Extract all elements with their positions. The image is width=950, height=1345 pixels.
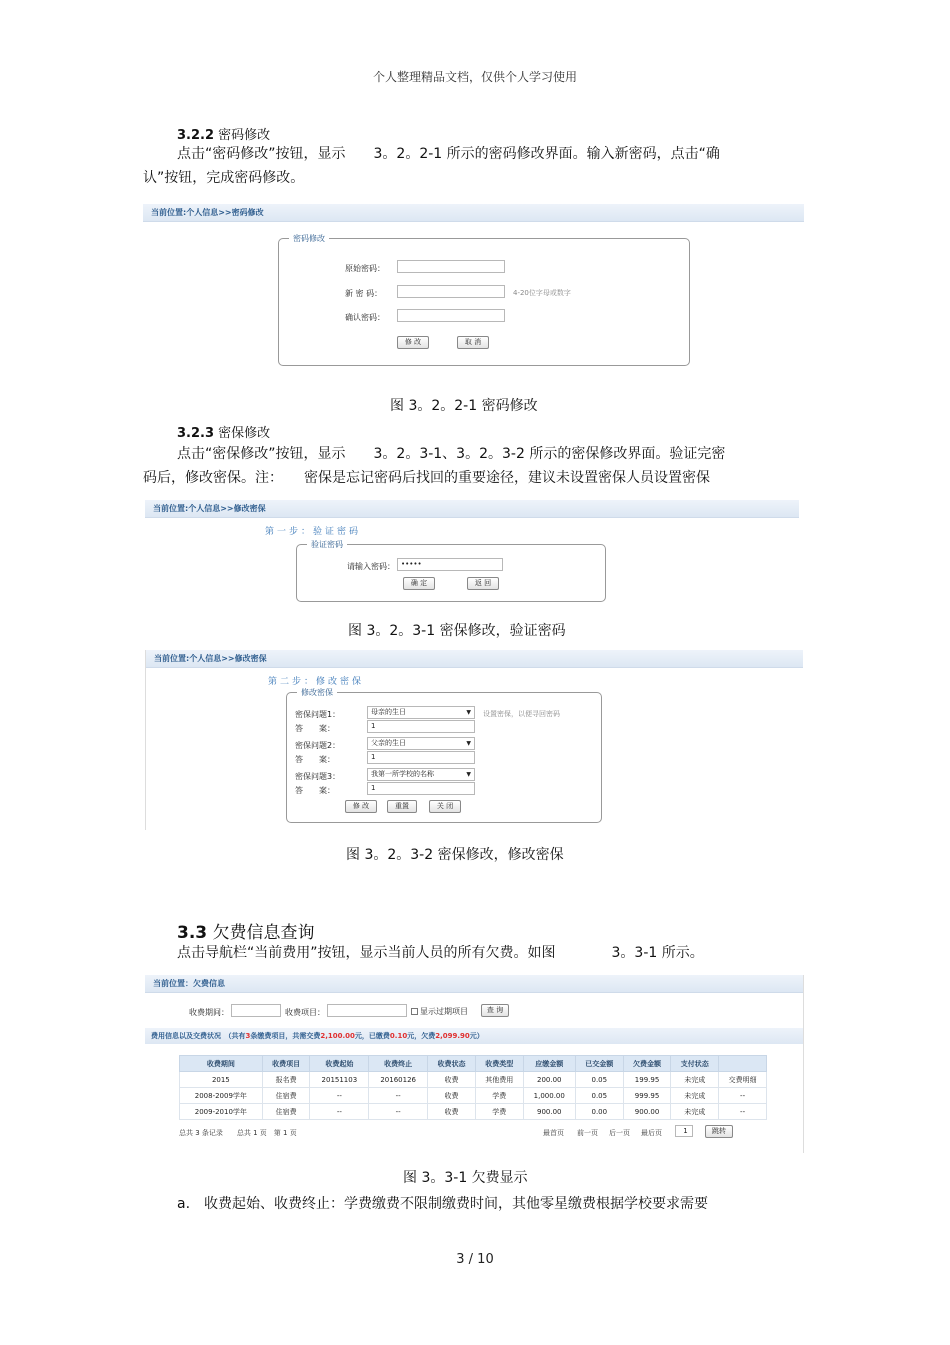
table-header-row: [180, 1056, 767, 1072]
password-fieldset: [278, 234, 690, 366]
section-heading-3-3: [177, 918, 315, 943]
security-fieldset: [286, 688, 602, 823]
new-password-input[interactable]: [397, 285, 505, 298]
paragraph-line: 点击导航栏“当前费用”按钮，显示当前人员的所有欠费。如图 3。3-1 所示。: [177, 945, 704, 961]
table-cell: 住宿费: [262, 1104, 310, 1120]
section-number: 3.2.3: [177, 426, 215, 441]
col-header: 收费项目: [262, 1056, 310, 1072]
table-cell: 999.95: [623, 1088, 671, 1104]
step-title: 第一步：验证密码: [265, 527, 362, 537]
answer-2-input[interactable]: 1: [367, 751, 475, 764]
table-cell: --: [310, 1088, 369, 1104]
summary-suffix: 元）: [469, 1032, 484, 1040]
old-password-input[interactable]: [397, 260, 505, 273]
table-cell: 20160126: [369, 1072, 428, 1088]
table-cell: 0.00: [575, 1104, 623, 1120]
table-row: [180, 1088, 767, 1104]
pager-summary: 总共 3 条记录 总共 1 页 第 1 页: [179, 1129, 297, 1137]
reset-button[interactable]: 重置: [387, 800, 417, 813]
summary-text: 元，欠费: [407, 1032, 436, 1040]
expired-toggle[interactable]: [411, 1006, 468, 1017]
breadcrumb: 当前位置:个人信息>>修改密保: [146, 650, 803, 668]
summary-text: 元，已缴费: [354, 1032, 390, 1040]
col-header: 应缴金额: [523, 1056, 575, 1072]
col-header: [719, 1056, 767, 1072]
figure-caption: 图 3。2。3-2 密保修改，修改密保: [346, 847, 564, 863]
table-cell: 收费: [428, 1088, 476, 1104]
col-header: 已交金额: [575, 1056, 623, 1072]
confirm-button[interactable]: 确 定: [403, 577, 435, 590]
close-button[interactable]: 关 闭: [429, 800, 461, 813]
col-header: 收费终止: [369, 1056, 428, 1072]
breadcrumb: 当前位置:个人信息>>修改密保: [145, 500, 799, 518]
password-input[interactable]: •••••: [397, 558, 503, 571]
paragraph-line: 认”按钮，完成密码修改。: [143, 170, 305, 186]
fieldset-legend: 验证密码: [307, 539, 347, 550]
password-change-screenshot: [143, 204, 804, 374]
verify-password-screenshot: [145, 500, 799, 604]
summary-prefix: 费用信息以及交费状况 （共有: [151, 1032, 246, 1040]
cancel-button[interactable]: 取 消: [457, 336, 489, 349]
list-item-a: a. 收费起始、收费终止：学费缴费不限制缴费时间，其他零星缴费根据学校要求需要: [177, 1196, 709, 1212]
confirm-password-label: 确认密码：: [345, 313, 385, 322]
header-note: 个人整理精品文档，仅供个人学习使用: [372, 70, 577, 84]
col-header: 支付状态: [671, 1056, 719, 1072]
modify-button[interactable]: 修 改: [345, 800, 377, 813]
table-cell: 其他费用: [475, 1072, 523, 1088]
section-title: 密保修改: [218, 426, 271, 441]
figure-caption: 图 3。2。2-1 密码修改: [390, 398, 538, 414]
pager-last-link[interactable]: 最后页: [641, 1129, 662, 1137]
section-heading-3-2-3: [177, 422, 270, 441]
paragraph-line: 点击“密码修改”按钮，显示 3。2。2-1 所示的密码修改界面。输入新密码，点击“确: [177, 146, 720, 162]
question-1-value: 母亲的生日: [371, 708, 406, 716]
answer-3-input[interactable]: 1: [367, 782, 475, 795]
table-cell: 学费: [475, 1088, 523, 1104]
modify-security-screenshot: [145, 650, 803, 830]
modify-button[interactable]: 修 改: [397, 336, 429, 349]
payment-detail-link[interactable]: 交费明细: [719, 1072, 767, 1088]
figure-caption: 图 3。3-1 欠费显示: [403, 1170, 528, 1186]
summary-total: 2,100.00: [320, 1032, 355, 1040]
password-label: 请输入密码：: [347, 562, 395, 571]
table-cell: 未完成: [671, 1088, 719, 1104]
question-1-label: 密保问题1：: [295, 710, 341, 719]
table-cell: 900.00: [523, 1104, 575, 1120]
question-3-value: 我第一所学校的名称: [371, 770, 434, 778]
pager-first-link[interactable]: 最首页: [543, 1129, 564, 1137]
question-3-label: 密保问题3：: [295, 772, 341, 781]
summary-owed: 2,099.90: [435, 1032, 470, 1040]
col-header: 收费类型: [475, 1056, 523, 1072]
pager-next-link[interactable]: 后一页: [609, 1129, 630, 1137]
table-cell: 2015: [180, 1072, 263, 1088]
section-number: 3.3: [177, 923, 208, 943]
verify-fieldset: [296, 540, 606, 602]
answer-1-label: 答 案：: [295, 724, 335, 733]
page-number-input[interactable]: 1: [675, 1125, 693, 1137]
figure-caption: 图 3。2。3-1 密保修改，验证密码: [348, 623, 566, 639]
table-cell: 20151103: [310, 1072, 369, 1088]
fieldset-legend: 密码修改: [289, 233, 329, 244]
query-button[interactable]: 查 询: [481, 1004, 509, 1017]
question-2-select[interactable]: [367, 737, 475, 750]
col-header: 收费期间: [180, 1056, 263, 1072]
question-hint: 设置密保，以便寻回密码: [483, 710, 560, 718]
summary-count: 3: [245, 1032, 251, 1040]
section-title: 欠费信息查询: [212, 923, 315, 943]
new-password-hint: 4-20位字母或数字: [513, 289, 571, 297]
section-heading-3-2-2: [177, 124, 270, 143]
question-2-value: 父亲的生日: [371, 739, 406, 747]
item-input[interactable]: [327, 1004, 407, 1017]
fee-summary-bar: [145, 1028, 803, 1044]
table-cell: 0.05: [575, 1072, 623, 1088]
question-3-select[interactable]: [367, 768, 475, 781]
table-cell: --: [719, 1104, 767, 1120]
table-cell: 2009-2010学年: [180, 1104, 263, 1120]
paragraph-line: 点击“密保修改”按钮，显示 3。2。3-1、3。2。3-2 所示的密保修改界面。验证完密: [177, 446, 726, 462]
col-header: 收费起始: [310, 1056, 369, 1072]
table-cell: --: [369, 1104, 428, 1120]
step-title: 第二步：修改密保: [268, 677, 365, 687]
breadcrumb: 当前位置：欠费信息: [145, 975, 803, 993]
back-button[interactable]: 返 回: [467, 577, 499, 590]
dropdown-arrow-icon: ▼: [466, 740, 471, 747]
col-header: 收费状态: [428, 1056, 476, 1072]
table-cell: 200.00: [523, 1072, 575, 1088]
table-cell: 未完成: [671, 1104, 719, 1120]
arrears-screenshot: [145, 975, 804, 1153]
jump-button[interactable]: 跳转: [705, 1125, 733, 1138]
expired-checkbox[interactable]: [411, 1008, 418, 1015]
table-cell: --: [369, 1088, 428, 1104]
table-cell: 2008-2009学年: [180, 1088, 263, 1104]
answer-2-label: 答 案：: [295, 755, 335, 764]
breadcrumb: 当前位置:个人信息>>密码修改: [143, 204, 804, 222]
confirm-password-input[interactable]: [397, 309, 505, 322]
answer-3-label: 答 案：: [295, 786, 335, 795]
summary-paid: 0.10: [389, 1032, 408, 1040]
question-1-select[interactable]: [367, 706, 475, 719]
pager-prev-link[interactable]: 前一页: [577, 1129, 598, 1137]
summary-text: 条缴费项目，共需交费: [250, 1032, 321, 1040]
expired-label: 显示过期项目: [420, 1007, 468, 1016]
table-cell: 收费: [428, 1104, 476, 1120]
table-cell: --: [719, 1088, 767, 1104]
section-number: 3.2.2: [177, 128, 215, 143]
table-cell: 收费: [428, 1072, 476, 1088]
col-header: 欠费金额: [623, 1056, 671, 1072]
period-label: 收费期间：: [189, 1008, 229, 1017]
fieldset-legend: 修改密保: [297, 687, 337, 698]
new-password-label: 新 密 码：: [345, 289, 383, 298]
dropdown-arrow-icon: ▼: [466, 771, 471, 778]
table-row: [180, 1104, 767, 1120]
item-label: 收费项目：: [285, 1008, 325, 1017]
table-cell: 900.00: [623, 1104, 671, 1120]
table-cell: 0.05: [575, 1088, 623, 1104]
page-number: 3 / 10: [456, 1252, 494, 1267]
table-cell: 报名费: [262, 1072, 310, 1088]
table-cell: 199.95: [623, 1072, 671, 1088]
old-password-label: 原始密码：: [345, 264, 385, 273]
answer-1-input[interactable]: 1: [367, 720, 475, 733]
table-cell: 1,000.00: [523, 1088, 575, 1104]
paragraph-line: 码后，修改密保。注： 密保是忘记密码后找回的重要途径，建议未设置密保人员设置密保: [143, 470, 710, 486]
period-input[interactable]: [231, 1004, 281, 1017]
arrears-table: [179, 1055, 767, 1120]
table-cell: 学费: [475, 1104, 523, 1120]
table-cell: 未完成: [671, 1072, 719, 1088]
table-row: [180, 1072, 767, 1088]
section-title: 密码修改: [218, 128, 271, 143]
question-2-label: 密保问题2：: [295, 741, 341, 750]
dropdown-arrow-icon: ▼: [466, 709, 471, 716]
table-cell: 住宿费: [262, 1088, 310, 1104]
table-cell: --: [310, 1104, 369, 1120]
